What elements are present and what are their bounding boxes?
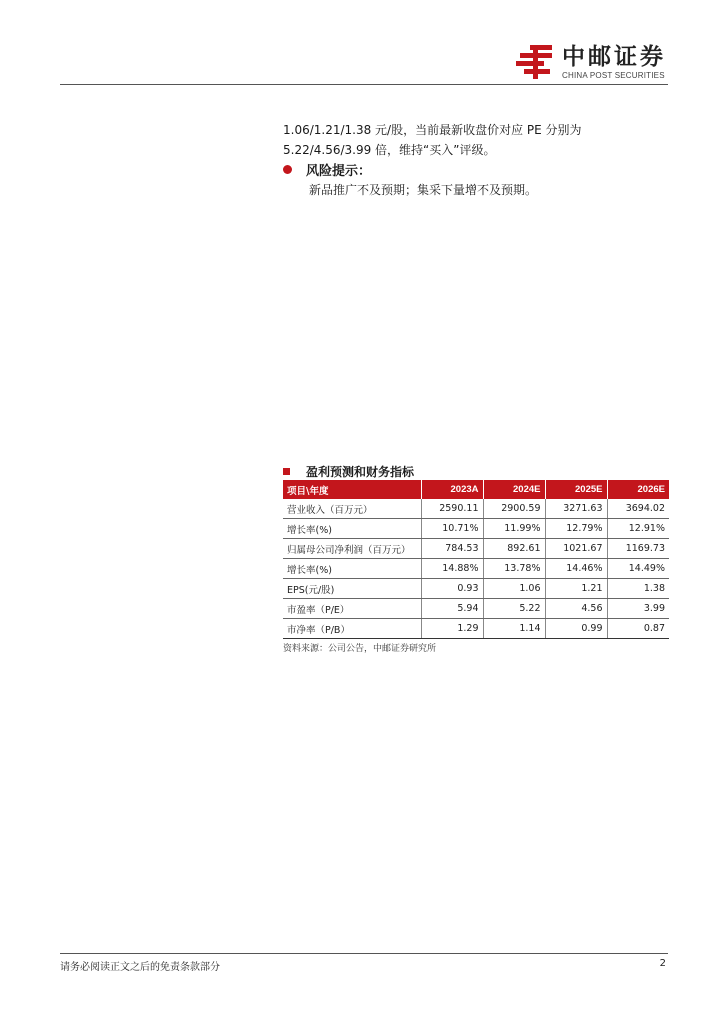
- table-row: [283, 619, 669, 639]
- row-label: 增长率(%): [283, 519, 421, 539]
- page-number: 2: [659, 958, 666, 969]
- bullet-square-icon: [283, 468, 290, 475]
- table-cell: 0.99: [545, 619, 607, 639]
- risk-title: 风险提示：: [306, 164, 372, 179]
- row-label: 归属母公司净利润（百万元）: [283, 539, 421, 559]
- header-cell: 项目\年度: [283, 480, 421, 499]
- table-cell: 14.49%: [607, 559, 669, 579]
- table-cell: 14.46%: [545, 559, 607, 579]
- row-label: 市盈率（P/E）: [283, 599, 421, 619]
- table-cell: 1.38: [607, 579, 669, 599]
- paragraph-line: 1.06/1.21/1.38 元/股，当前最新收盘价对应 PE 分别为: [283, 123, 582, 137]
- table-cell: 2590.11: [421, 499, 483, 519]
- table-cell: 3694.02: [607, 499, 669, 519]
- table-cell: 3.99: [607, 599, 669, 619]
- header-cell: 2024E: [483, 480, 545, 499]
- table-cell: 0.87: [607, 619, 669, 639]
- footer-disclaimer: 请务必阅读正文之后的免责条款部分: [60, 962, 220, 973]
- header-cell: 2026E: [607, 480, 669, 499]
- header-divider: [60, 84, 668, 85]
- table-cell: 11.99%: [483, 519, 545, 539]
- header-cell: 2025E: [545, 480, 607, 499]
- table-cell: 1.21: [545, 579, 607, 599]
- table-cell: 5.94: [421, 599, 483, 619]
- table-source-note: 资料来源：公司公告，中邮证券研究所: [283, 644, 437, 654]
- table-cell: 10.71%: [421, 519, 483, 539]
- row-label: 增长率(%): [283, 559, 421, 579]
- china-post-logo-icon: [516, 44, 556, 80]
- risk-heading: [283, 160, 371, 179]
- table-cell: 784.53: [421, 539, 483, 559]
- header-cell: 2023A: [421, 480, 483, 499]
- table-cell: 12.79%: [545, 519, 607, 539]
- table-cell: 1.29: [421, 619, 483, 639]
- table-row: [283, 539, 669, 559]
- table-cell: 1021.67: [545, 539, 607, 559]
- table-cell: 5.22: [483, 599, 545, 619]
- company-logo: [516, 44, 666, 80]
- valuation-paragraph: [283, 120, 663, 160]
- table-cell: 4.56: [545, 599, 607, 619]
- table-cell: 1.06: [483, 579, 545, 599]
- table-cell: 1.14: [483, 619, 545, 639]
- table-row: [283, 599, 669, 619]
- table-cell: 13.78%: [483, 559, 545, 579]
- bullet-dot-icon: [283, 165, 292, 174]
- table-row: [283, 559, 669, 579]
- table-row: [283, 499, 669, 519]
- row-label: 营业收入（百万元）: [283, 499, 421, 519]
- row-label: EPS(元/股): [283, 579, 421, 599]
- table-cell: 892.61: [483, 539, 545, 559]
- table-cell: 1169.73: [607, 539, 669, 559]
- table-cell: 3271.63: [545, 499, 607, 519]
- table-row: [283, 519, 669, 539]
- table-cell: 14.88%: [421, 559, 483, 579]
- table-title: 盈利预测和财务指标: [306, 465, 415, 479]
- logo-english-name: CHINA POST SECURITIES: [562, 70, 665, 80]
- paragraph-line: 5.22/4.56/3.99 倍，维持“买入”评级。: [283, 143, 496, 157]
- table-cell: 12.91%: [607, 519, 669, 539]
- table-heading: [283, 463, 414, 480]
- table-cell: 2900.59: [483, 499, 545, 519]
- logo-chinese-name: 中邮证券: [562, 43, 666, 70]
- table-cell: 0.93: [421, 579, 483, 599]
- financial-forecast-table: [283, 480, 669, 639]
- table-header-row: [283, 480, 669, 499]
- risk-text: 新品推广不及预期；集采下量增不及预期。: [309, 183, 538, 197]
- footer-divider: [60, 953, 668, 954]
- row-label: 市净率（P/B）: [283, 619, 421, 639]
- table-row: [283, 579, 669, 599]
